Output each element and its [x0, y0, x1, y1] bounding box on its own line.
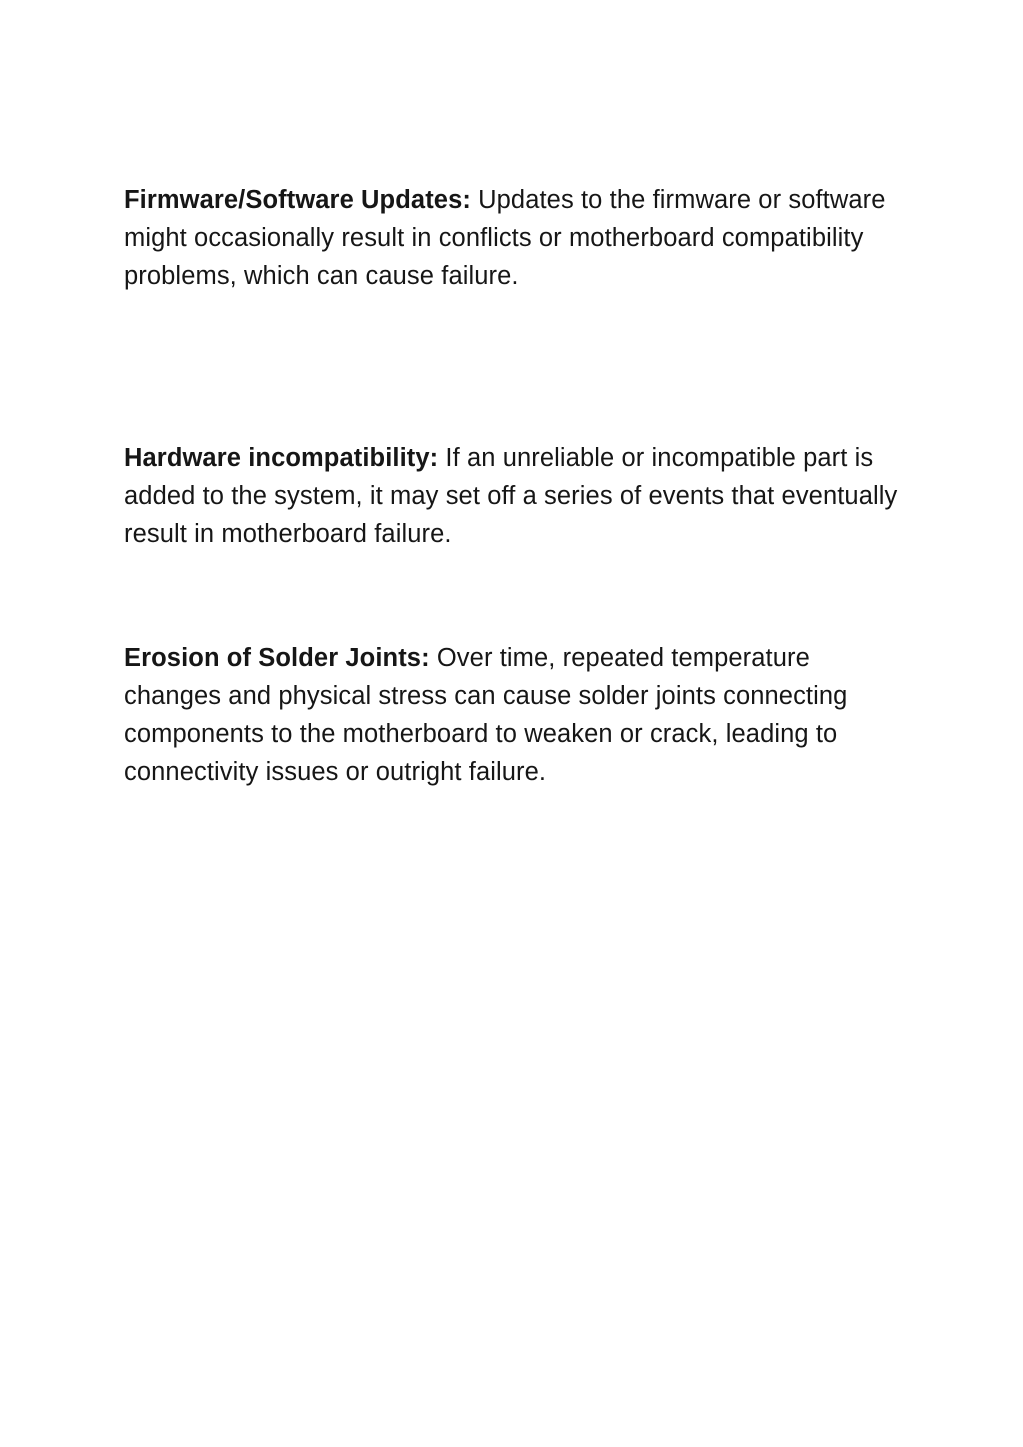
- paragraph-firmware-software-updates: [124, 181, 899, 295]
- paragraph-lead-hardware-incompatibility: Hardware incompatibility:: [124, 444, 439, 472]
- paragraph-erosion-of-solder-joints: [124, 639, 899, 791]
- paragraph-text-firmware-software-updates: Updates to the firmware or software might occasionally result in conflicts or motherboard compatibility problems, which can cause failure.: [124, 186, 886, 290]
- paragraph-text-hardware-incompatibility: If an unreliable or incompatible part is added to the system, it may set off a series of events that eventually result in motherboard failure.: [124, 444, 898, 548]
- paragraph-hardware-incompatibility: [124, 439, 899, 553]
- paragraph-lead-firmware-software-updates: Firmware/Software Updates:: [124, 186, 471, 214]
- document-body: [124, 181, 899, 791]
- paragraph-lead-erosion-of-solder-joints: Erosion of Solder Joints:: [124, 644, 430, 672]
- paragraph-text-erosion-of-solder-joints: Over time, repeated temperature changes and physical stress can cause solder joints connecting components to the motherboard to weaken or crack, leading to connectivity issues or outright failure.: [124, 644, 848, 786]
